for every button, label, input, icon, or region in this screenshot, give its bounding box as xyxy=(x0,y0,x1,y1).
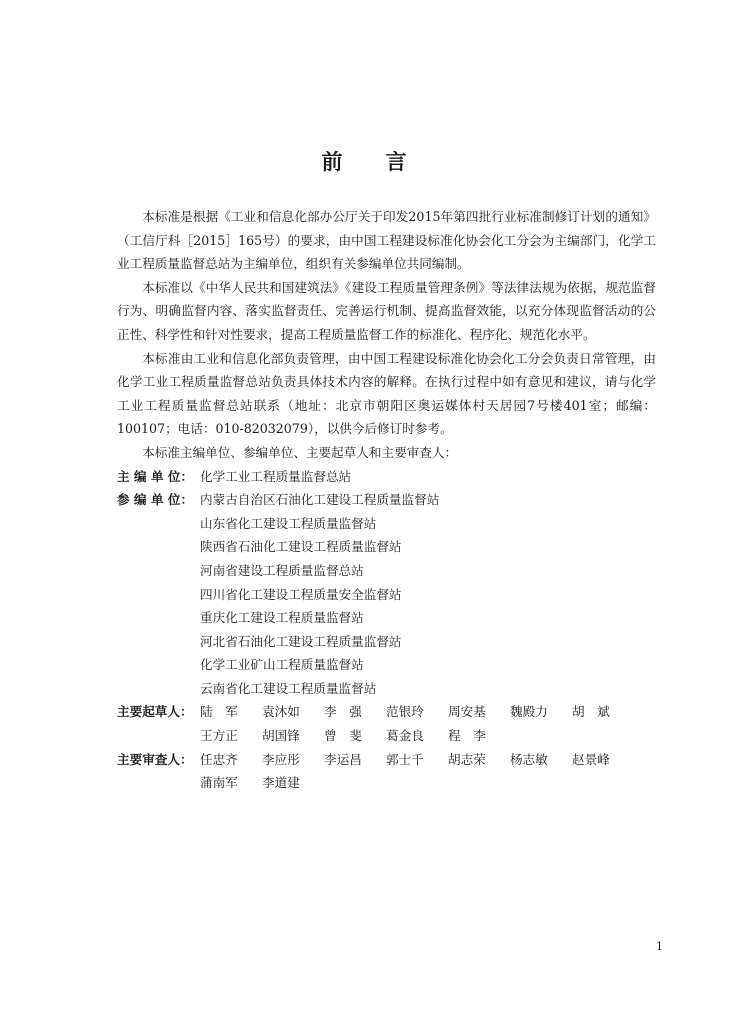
reviewer-name: 蒲南军 xyxy=(200,775,238,791)
paragraph-1: 本标准是根据《工业和信息化部办公厅关于印发2015年第四批行业标准制修订计划的通知》（工信厅科［2015］165号）的要求，由中国工程建设标准化协会化工分会为主编部门，化学工业工程质量监督总站为主编单位，组织有关参编单位共同编制。 xyxy=(117,209,656,272)
preface-body xyxy=(117,205,656,795)
drafter-name: 程 李 xyxy=(448,728,486,744)
participant-unit: 四川省化工建设工程质量安全监督站 xyxy=(200,586,402,602)
reviewer-name: 任忠齐 xyxy=(200,751,238,767)
reviewers-label: 主要审查人： xyxy=(117,751,193,767)
participant-unit: 化学工业矿山工程质量监督站 xyxy=(200,657,364,673)
title-char-2: 言 xyxy=(385,149,408,174)
paragraph-3: 本标准由工业和信息化部负责管理，由中国工程建设标准化协会化工分会负责日常管理，由化学工业工程质量监督总站负责具体技术内容的解释。在执行过程中如有意见和建议，请与化学工业工程质量监督总站联系（地址：北京市朝阳区奥运媒体村天居园7号楼401室；邮编：100107；电话：010-82032079），以供今后修订时参考。 xyxy=(117,350,656,437)
reviewers-row-2 xyxy=(117,771,656,795)
reviewer-name: 李应彤 xyxy=(262,751,300,767)
chief-editor-label: 主 编 单 位： xyxy=(117,468,194,484)
participant-unit: 云南省化工建设工程质量监督站 xyxy=(200,680,377,696)
reviewer-name: 李道建 xyxy=(262,775,300,791)
participant-unit: 河南省建设工程质量监督总站 xyxy=(200,562,364,578)
reviewers-row xyxy=(117,748,656,772)
reviewer-name: 杨志敏 xyxy=(510,751,548,767)
drafter-name: 胡国锋 xyxy=(262,728,300,744)
title-char-1: 前 xyxy=(321,149,344,174)
reviewer-name: 胡志荣 xyxy=(448,751,486,767)
participants-row xyxy=(117,488,656,512)
participant-unit: 内蒙古自治区石油化工建设工程质量监督站 xyxy=(200,492,440,508)
drafters-row xyxy=(117,700,656,724)
chief-editor-row xyxy=(117,465,656,489)
drafter-name: 胡 斌 xyxy=(572,704,610,720)
drafter-name: 王方正 xyxy=(200,728,238,744)
drafter-name: 葛金良 xyxy=(386,728,424,744)
drafters-row-2 xyxy=(117,724,656,748)
reviewer-name: 赵景峰 xyxy=(572,751,610,767)
paragraph-4: 本标准主编单位、参编单位、主要起草人和主要审查人： xyxy=(142,444,458,460)
drafter-name: 范银玲 xyxy=(386,704,424,720)
drafter-name: 曾 斐 xyxy=(324,728,362,744)
participant-unit: 河北省石油化工建设工程质量监督站 xyxy=(200,633,402,649)
participants-label: 参 编 单 位： xyxy=(117,492,194,508)
participant-unit: 重庆化工建设工程质量监督站 xyxy=(200,610,364,626)
reviewer-name: 郭士千 xyxy=(386,751,424,767)
drafter-name: 李 强 xyxy=(324,704,362,720)
participant-unit: 陕西省石油化工建设工程质量监督站 xyxy=(200,539,402,555)
page-number: 1 xyxy=(656,940,663,953)
drafter-name: 魏殿力 xyxy=(510,704,548,720)
reviewer-name: 李运昌 xyxy=(324,751,362,767)
participant-unit: 山东省化工建设工程质量监督站 xyxy=(200,515,377,531)
drafter-name: 陆 军 xyxy=(200,704,238,720)
drafter-name: 袁沐如 xyxy=(262,704,300,720)
drafter-name: 周安基 xyxy=(448,704,486,720)
drafters-label: 主要起草人： xyxy=(117,704,193,720)
paragraph-2: 本标准以《中华人民共和国建筑法》《建设工程质量管理条例》等法律法规为依据，规范监督行为、明确监督内容、落实监督责任、完善运行机制、提高监督效能，以充分体现监督活动的公正性、科学性和针对性要求，提高工程质量监督工作的标准化、程序化、规范化水平。 xyxy=(117,279,656,342)
chief-editor-value: 化学工业工程质量监督总站 xyxy=(200,468,352,484)
page-title xyxy=(0,146,729,176)
